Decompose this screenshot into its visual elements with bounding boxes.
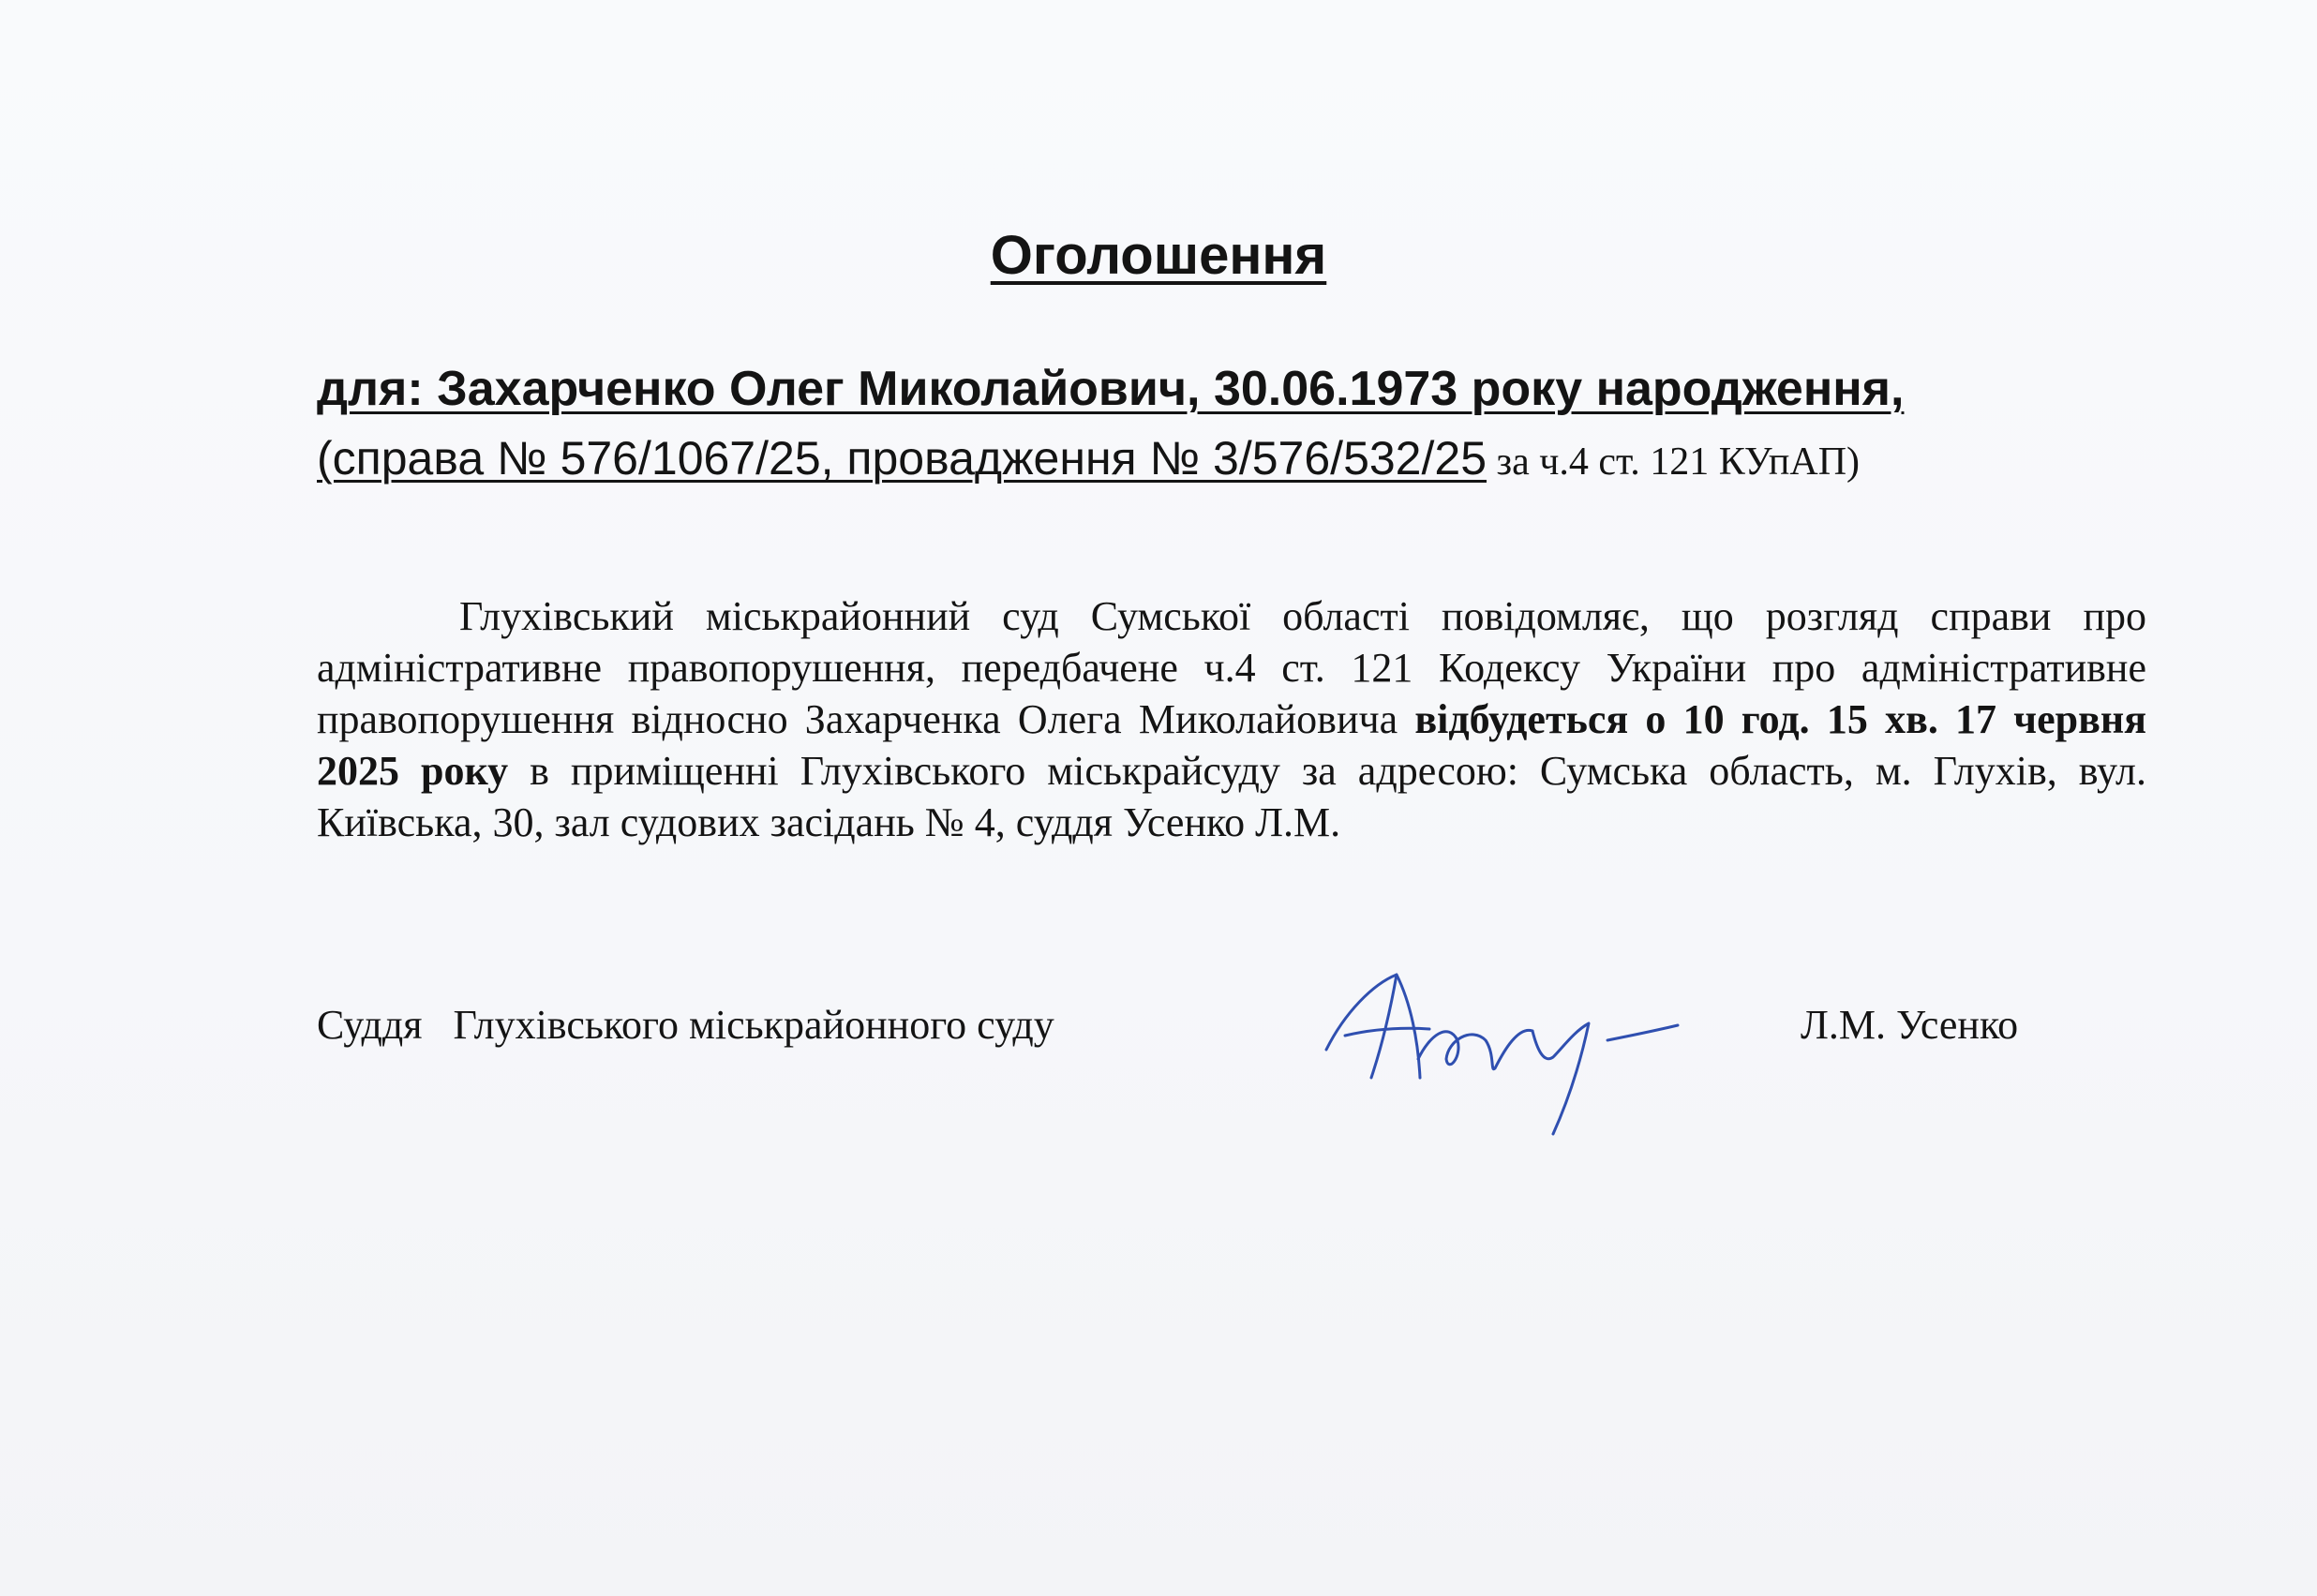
case-number-underlined: (справа № 576/1067/25, провадження № 3/576/532/25 <box>317 432 1487 485</box>
judge-position-label: Суддя Глухівського міськрайонного суду <box>317 1002 1054 1048</box>
case-article: за ч.4 ст. 121 КУпАП) <box>1487 440 1861 484</box>
hearing-datetime: відбудеться о 10 год. 15 хв. 17 червня 2025 року <box>317 696 2147 794</box>
notice-body-part2: в приміщенні Глухівського міськрайсуду за адресою: Сумська область, м. Глухів, вул. Київська, 30, зал судових засідань № 4, суддя Усенко Л.М. <box>317 748 2146 845</box>
handwritten-signature <box>1308 947 1720 1143</box>
recipient-line: для: Захарченко Олег Миколайович, 30.06.1973 року народження, <box>317 362 1905 416</box>
notice-body <box>317 590 2146 848</box>
document-title: Оголошення <box>990 225 1327 286</box>
case-reference <box>317 429 1860 491</box>
judge-name: Л.М. Усенко <box>1801 1002 2019 1048</box>
notice-body-part1: Глухівський міськрайонний суд Сумської області повідомляє, що розгляд справи про адміністративне правопорушення, передбачене ч.4 ст. 121 Кодексу України про адміністративне правопорушення відносно Захарченка Олега Миколайовича <box>317 593 2146 742</box>
